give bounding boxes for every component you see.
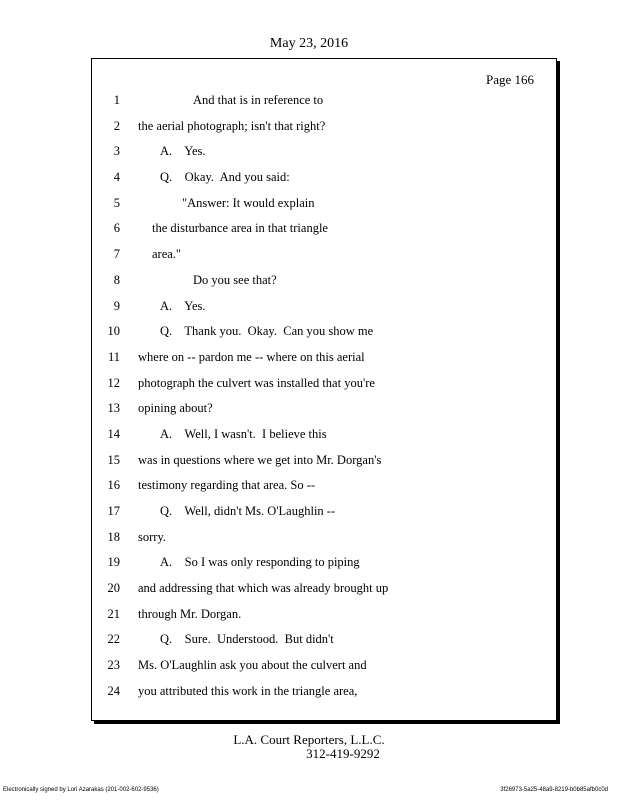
line-number: 4 [113,170,120,185]
transcript-line [92,525,556,551]
line-text: "Answer: It would explain [182,195,315,210]
transcript-line [92,576,556,602]
line-text: A. Yes. [160,298,206,313]
electronic-signature: Electronically signed by Lori Azarakas (201-002-602-9536) [3,787,159,793]
line-text: was in questions where we get into Mr. Dorgan's [138,452,382,467]
line-text: Do you see that? [193,272,277,287]
line-number: 5 [113,195,120,210]
line-number: 21 [107,606,120,621]
line-number: 22 [107,632,120,647]
line-number: 16 [107,478,120,493]
transcript-line [92,627,556,653]
transcript-line [92,550,556,576]
line-text: A. Yes. [160,144,206,159]
line-number: 10 [107,324,120,339]
transcript-line [92,242,556,268]
line-number: 24 [107,683,120,698]
line-text: Ms. O'Laughlin ask you about the culvert and [138,658,367,673]
transcript-line [92,653,556,679]
transcript-line [92,371,556,397]
line-text: A. So I was only responding to piping [160,555,360,570]
line-text: Q. Thank you. Okay. Can you show me [160,324,374,339]
line-text: area." [152,247,182,262]
transcript-page-frame [91,58,557,721]
transcript-line [92,268,556,294]
reporter-phone: 312-419-9292 [306,746,380,761]
line-text: Q. Well, didn't Ms. O'Laughlin -- [160,504,336,518]
transcript-date: May 23, 2016 [269,36,349,51]
line-number: 19 [107,555,120,570]
line-text: and addressing that which was already brought up [138,581,389,596]
transcript-line [92,294,556,320]
line-text: through Mr. Dorgan. [138,606,242,621]
line-text: the disturbance area in that triangle [152,221,328,236]
line-number: 23 [107,658,120,673]
line-number: 12 [107,375,120,390]
transcript-line [92,422,556,448]
document-id: 3f26973-5a25-48a9-8219-b0b85afb0c0d [500,787,608,793]
line-number: 1 [113,93,120,107]
transcript-line [92,216,556,242]
line-number: 14 [107,426,120,441]
line-number: 8 [113,272,120,287]
line-text: opining about? [138,401,213,416]
line-number: 3 [113,144,120,159]
transcript-line [92,191,556,217]
line-number: 6 [113,221,120,236]
line-text: photograph the culvert was installed that you're [138,375,375,390]
line-number: 11 [107,349,120,364]
line-text: Q. Sure. Understood. But didn't [160,632,334,647]
transcript-line [92,139,556,165]
transcript-line [92,499,556,525]
line-text: And that is in reference to [193,93,324,107]
line-number: 18 [107,529,120,544]
transcript-line [92,473,556,499]
line-text: A. Well, I wasn't. I believe this [160,426,327,441]
line-text: sorry. [138,529,167,544]
transcript-line [92,679,556,705]
transcript-line [92,319,556,345]
reporter-company: L.A. Court Reporters, L.L.C. [233,732,385,747]
transcript-line [92,165,556,191]
line-text: Q. Okay. And you said: [160,170,290,185]
line-text: where on -- pardon me -- where on this aerial [138,349,365,364]
line-number: 9 [113,298,120,313]
page-number: Page 166 [485,72,534,87]
line-number: 15 [107,452,120,467]
line-text: testimony regarding that area. So -- [138,478,316,493]
line-text: the aerial photograph; isn't that right? [138,118,326,133]
transcript-line [92,448,556,474]
transcript-line [92,345,556,371]
line-number: 7 [113,247,120,262]
transcript-line [92,602,556,628]
transcript-lines [92,88,556,705]
line-text: you attributed this work in the triangle area, [138,683,358,698]
line-number: 2 [113,118,120,133]
transcript-line [92,114,556,140]
line-number: 17 [107,504,120,518]
transcript-line [92,88,556,114]
line-number: 13 [107,401,120,416]
transcript-line [92,396,556,422]
line-number: 20 [107,581,120,596]
